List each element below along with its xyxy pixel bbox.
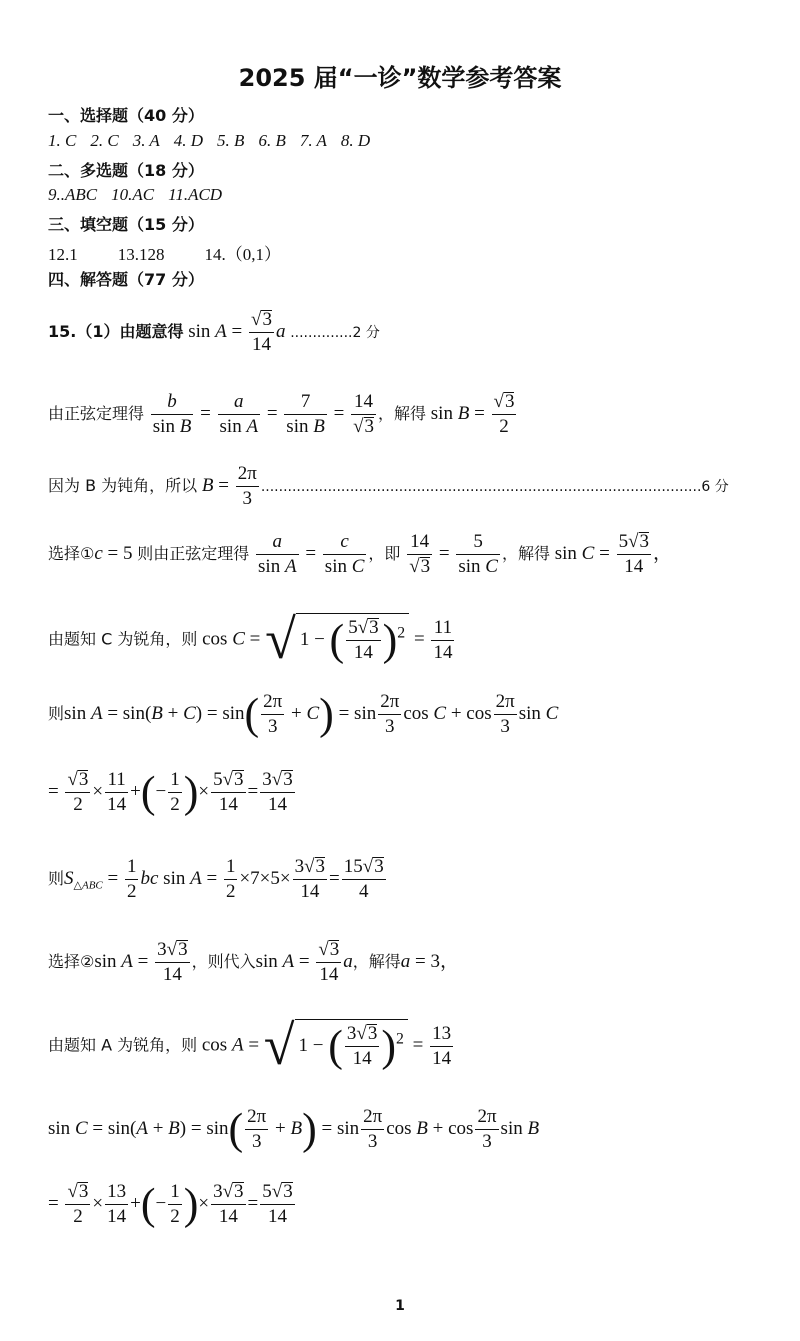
choice-answers [48,131,384,151]
q15-line-6: 则sin A = sin(B + C) = sin( $\frac{2\pi}{3}$ + C) = sin $\frac{2\pi}{3}$ cos C + cos $\frac{2\pi}{3}$ sin C [48,689,559,739]
q15-line-2: 由正弦定理得 $\frac{b}{\text{sin B}}$ = $\frac{a}{\text{sin A}}$ = $\frac{7}{\text{sin B}}$ = $\frac{14}{√3}$ ，解得 sin B = $\frac{√3}{2}$ [48,391,515,437]
answer-item: 8. D [340,131,371,150]
multi-answers [48,185,236,205]
q15-line-8: 则$S_{\triangle ABC}$ = $\frac{1}{2}$ bc sin A = $\frac{1}{2}$ ×7×5× $\frac{3√3}{14}$ = $\frac{15√3}{4}$ [48,856,384,902]
answer-item: 1. C [48,131,77,150]
q15-line-9: 选择②sin A = $\frac{3√3}{14}$ ，则代入sin A = $\frac{√3}{14}$ a，解得a = 3， [48,939,460,985]
q15-line-10: 由题知 A 为锐角，则 cos A = √ 1 − ( $\frac{3√3}{14}$ )$^2$ = $\frac{13}{14}$ [48,1015,452,1077]
answer-item: 13.128 [117,245,165,264]
answer-item: 5. B [217,131,245,150]
q15-line-12: = $\frac{√3}{2}$ × $\frac{13}{14}$ +(− $\frac{1}{2}$ )× $\frac{3√3}{14}$ = $\frac{5√3}{14}$ [48,1179,293,1229]
q15-line-3: 因为 B 为钝角，所以 B = $\frac{2\pi}{3}$ ...................................................................................................6 分 [48,463,729,509]
answer-item: 9..ABC [48,185,98,204]
answer-item: 4. D [173,131,204,150]
q15-lead: 15.（1）由题意得 [48,321,184,341]
answer-item: 6. B [258,131,286,150]
section-fill-heading: 三、填空题（15 分） [48,215,204,234]
answer-item: 12.1 [48,245,78,264]
answer-item: 11.ACD [168,185,223,204]
score-marker: ..............2 分 [290,324,380,341]
page-title: 2025 届“一诊”数学参考答案 [238,64,562,92]
q15-line-1: 15.（1）由题意得 sin A = $\frac{√3}{14}$ a ..............2 分 [48,309,380,355]
section-choice-heading: 一、选择题（40 分） [48,106,204,125]
section-solution-heading: 四、解答题（77 分） [48,270,204,289]
fraction: $\frac{√3}{14}$ [251,309,272,355]
answer-item: 2. C [90,131,119,150]
answer-item: 10.AC [111,185,155,204]
page-number: 1 [395,1298,405,1314]
section-multi-heading: 二、多选题（18 分） [48,161,204,180]
answer-item: 7. A [299,131,327,150]
answer-item: 14.（0,1） [204,245,281,264]
score-marker: ...................................................................................................6 分 [260,478,729,495]
q15-line-5: 由题知 C 为锐角，则 cos C = √ 1 − ( $\frac{5√3}{14}$ )$^2$ = $\frac{11}{14}$ [48,609,453,671]
answer-item: 3. A [132,131,160,150]
fill-answers [48,240,295,265]
q15-line-4: 选择①c = 5 则由正弦定理得 $\frac{a}{\text{sin A}}$ = $\frac{c}{\text{sin C}}$ ，即 $\frac{14}{√3}$ = $\frac{5}{\text{sin C}}$ ，解得 sin C = $\frac{5√3}{14}$ ， [48,531,673,577]
q15-line-11: sin C = sin(A + B) = sin( $\frac{2\pi}{3}$ + B) = sin $\frac{2\pi}{3}$ cos B + cos $\frac{2\pi}{3}$ sin B [48,1104,540,1154]
q15-line-7: = $\frac{√3}{2}$ × $\frac{11}{14}$ +(− $\frac{1}{2}$ )× $\frac{5√3}{14}$ = $\frac{3√3}{14}$ [48,767,293,817]
